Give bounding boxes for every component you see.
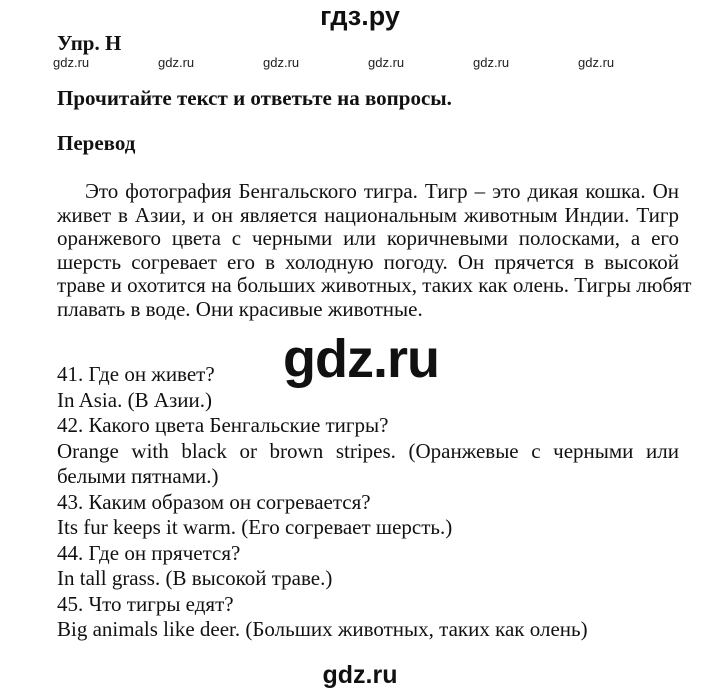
watermark-text: gdz.ru: [53, 55, 90, 70]
paragraph-line: живет в Азии, и он является национальным животным Индии. Тигр: [57, 202, 679, 227]
answer-45: Big animals like deer. (Больших животных, таких как олень): [57, 617, 588, 641]
watermark-text: gdz.ru: [263, 55, 300, 70]
center-watermark: gdz.ru: [283, 329, 439, 389]
paragraph-line: оранжевого цвета с черными или коричневыми полосками, а его: [57, 226, 679, 250]
paragraph-line: плавать в воде. Они красивые животные.: [57, 296, 423, 321]
watermark-row: [0, 55, 720, 71]
exercise-title: Упр. H: [57, 31, 122, 55]
question-45: 45. Что тигры едят?: [57, 591, 234, 616]
answer-42-line-2: белыми пятнами.): [57, 464, 219, 488]
question-41: 41. Где он живет?: [57, 362, 215, 386]
questions-answers: [57, 362, 679, 643]
watermark-text: gdz.ru: [473, 55, 510, 70]
section-title-translation: Перевод: [57, 131, 136, 155]
answer-42-line-1: Orange with black or brown stripes. (Оранжевые с черными или: [57, 438, 679, 463]
answer-43: Its fur keeps it warm. (Его согревает шерсть.): [57, 515, 453, 539]
answer-41: In Asia. (В Азии.): [57, 387, 213, 412]
paragraph-line: траве и охотится на больших животных, таких как олень. Тигры любят: [57, 273, 692, 297]
footer-watermark: gdz.ru: [322, 661, 398, 689]
translation-paragraph: [57, 179, 692, 321]
question-43: 43. Каким образом он согревается?: [57, 489, 371, 514]
answer-44: In tall grass. (В высокой траве.): [57, 566, 333, 590]
watermark-text: gdz.ru: [368, 55, 405, 70]
watermark-text: gdz.ru: [158, 55, 195, 70]
watermark-text: gdz.ru: [578, 55, 615, 70]
exercise-instruction: Прочитайте текст и ответьте на вопросы.: [57, 86, 452, 110]
site-header-title: гдз.ру: [320, 1, 400, 31]
paragraph-line: шерсть согревает его в холодную погоду. Он прячется в высокой: [57, 249, 679, 274]
paragraph-line: Это фотография Бенгальского тигра. Тигр – это дикая кошка. Он: [57, 179, 679, 203]
question-42: 42. Какого цвета Бенгальские тигры?: [57, 413, 389, 437]
question-44: 44. Где он прячется?: [57, 540, 241, 565]
